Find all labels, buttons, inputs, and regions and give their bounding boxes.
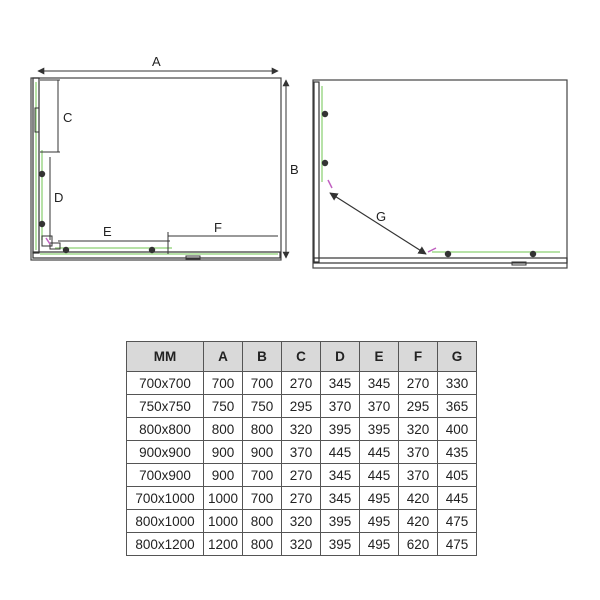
header-f: F	[399, 342, 438, 372]
value-cell: 395	[321, 510, 360, 533]
value-cell: 495	[360, 487, 399, 510]
value-cell: 345	[360, 372, 399, 395]
header-a: A	[204, 342, 243, 372]
value-cell: 370	[321, 395, 360, 418]
right-top-accent	[328, 180, 332, 188]
bottom-roller-right	[149, 247, 155, 253]
value-cell: 320	[282, 418, 321, 441]
value-cell: 700	[204, 372, 243, 395]
left-roller-top	[39, 171, 45, 177]
table-header-row	[127, 342, 477, 372]
value-cell: 370	[282, 441, 321, 464]
right-bottom-panel	[314, 258, 567, 263]
left-tray-outline	[31, 78, 281, 260]
right-plan-view	[313, 80, 567, 268]
value-cell: 750	[243, 395, 282, 418]
value-cell: 395	[321, 418, 360, 441]
label-b: B	[290, 162, 299, 177]
right-roller-bottom-right	[530, 251, 536, 257]
value-cell: 320	[399, 418, 438, 441]
value-cell: 700	[243, 487, 282, 510]
table-row	[127, 395, 477, 418]
right-left-panel	[314, 82, 319, 262]
value-cell: 420	[399, 510, 438, 533]
value-cell: 370	[399, 441, 438, 464]
value-cell: 295	[399, 395, 438, 418]
bottom-roller-left	[63, 247, 69, 253]
value-cell: 330	[438, 372, 477, 395]
size-cell: 700x900	[127, 464, 204, 487]
value-cell: 345	[321, 487, 360, 510]
value-cell: 445	[360, 441, 399, 464]
value-cell: 370	[399, 464, 438, 487]
value-cell: 495	[360, 533, 399, 556]
value-cell: 1000	[204, 487, 243, 510]
left-plan-view	[31, 54, 299, 260]
table-row	[127, 464, 477, 487]
value-cell: 435	[438, 441, 477, 464]
value-cell: 1200	[204, 533, 243, 556]
value-cell: 495	[360, 510, 399, 533]
right-roller-mid	[322, 160, 328, 166]
value-cell: 475	[438, 533, 477, 556]
corner-accent	[46, 238, 50, 244]
value-cell: 750	[204, 395, 243, 418]
value-cell: 445	[360, 464, 399, 487]
label-a: A	[152, 54, 161, 69]
right-roller-bottom-left	[445, 251, 451, 257]
header-g: G	[438, 342, 477, 372]
value-cell: 270	[282, 464, 321, 487]
value-cell: 700	[243, 464, 282, 487]
value-cell: 395	[360, 418, 399, 441]
size-cell: 700x700	[127, 372, 204, 395]
label-c: C	[63, 110, 73, 125]
label-e: E	[103, 224, 112, 239]
table-row	[127, 372, 477, 395]
value-cell: 345	[321, 464, 360, 487]
value-cell: 900	[204, 441, 243, 464]
value-cell: 345	[321, 372, 360, 395]
label-f: F	[214, 220, 222, 235]
value-cell: 405	[438, 464, 477, 487]
right-roller-top	[322, 111, 328, 117]
header-size: MM	[127, 342, 204, 372]
value-cell: 700	[243, 372, 282, 395]
value-cell: 365	[438, 395, 477, 418]
value-cell: 270	[282, 487, 321, 510]
header-c: C	[282, 342, 321, 372]
header-b: B	[243, 342, 282, 372]
size-cell: 900x900	[127, 441, 204, 464]
table-row	[127, 487, 477, 510]
value-cell: 270	[282, 372, 321, 395]
size-cell: 700x1000	[127, 487, 204, 510]
value-cell: 400	[438, 418, 477, 441]
value-cell: 1000	[204, 510, 243, 533]
table-row	[127, 441, 477, 464]
table-body	[127, 372, 477, 556]
value-cell: 295	[282, 395, 321, 418]
bottom-side-panel	[33, 252, 280, 258]
value-cell: 475	[438, 510, 477, 533]
header-d: D	[321, 342, 360, 372]
label-g: G	[376, 209, 387, 224]
value-cell: 270	[399, 372, 438, 395]
value-cell: 445	[438, 487, 477, 510]
value-cell: 900	[243, 441, 282, 464]
value-cell: 800	[243, 418, 282, 441]
size-cell: 800x800	[127, 418, 204, 441]
value-cell: 800	[243, 533, 282, 556]
value-cell: 445	[321, 441, 360, 464]
dimensions-table	[126, 341, 477, 556]
value-cell: 900	[204, 464, 243, 487]
value-cell: 420	[399, 487, 438, 510]
value-cell: 320	[282, 510, 321, 533]
size-cell: 800x1000	[127, 510, 204, 533]
value-cell: 620	[399, 533, 438, 556]
value-cell: 800	[204, 418, 243, 441]
size-cell: 800x1200	[127, 533, 204, 556]
left-roller-bottom	[39, 221, 45, 227]
value-cell: 395	[321, 533, 360, 556]
table-row	[127, 510, 477, 533]
table-row	[127, 418, 477, 441]
label-d: D	[54, 190, 64, 205]
table-row	[127, 533, 477, 556]
header-e: E	[360, 342, 399, 372]
value-cell: 370	[360, 395, 399, 418]
value-cell: 320	[282, 533, 321, 556]
value-cell: 800	[243, 510, 282, 533]
size-cell: 750x750	[127, 395, 204, 418]
right-tray-outline	[313, 80, 567, 268]
